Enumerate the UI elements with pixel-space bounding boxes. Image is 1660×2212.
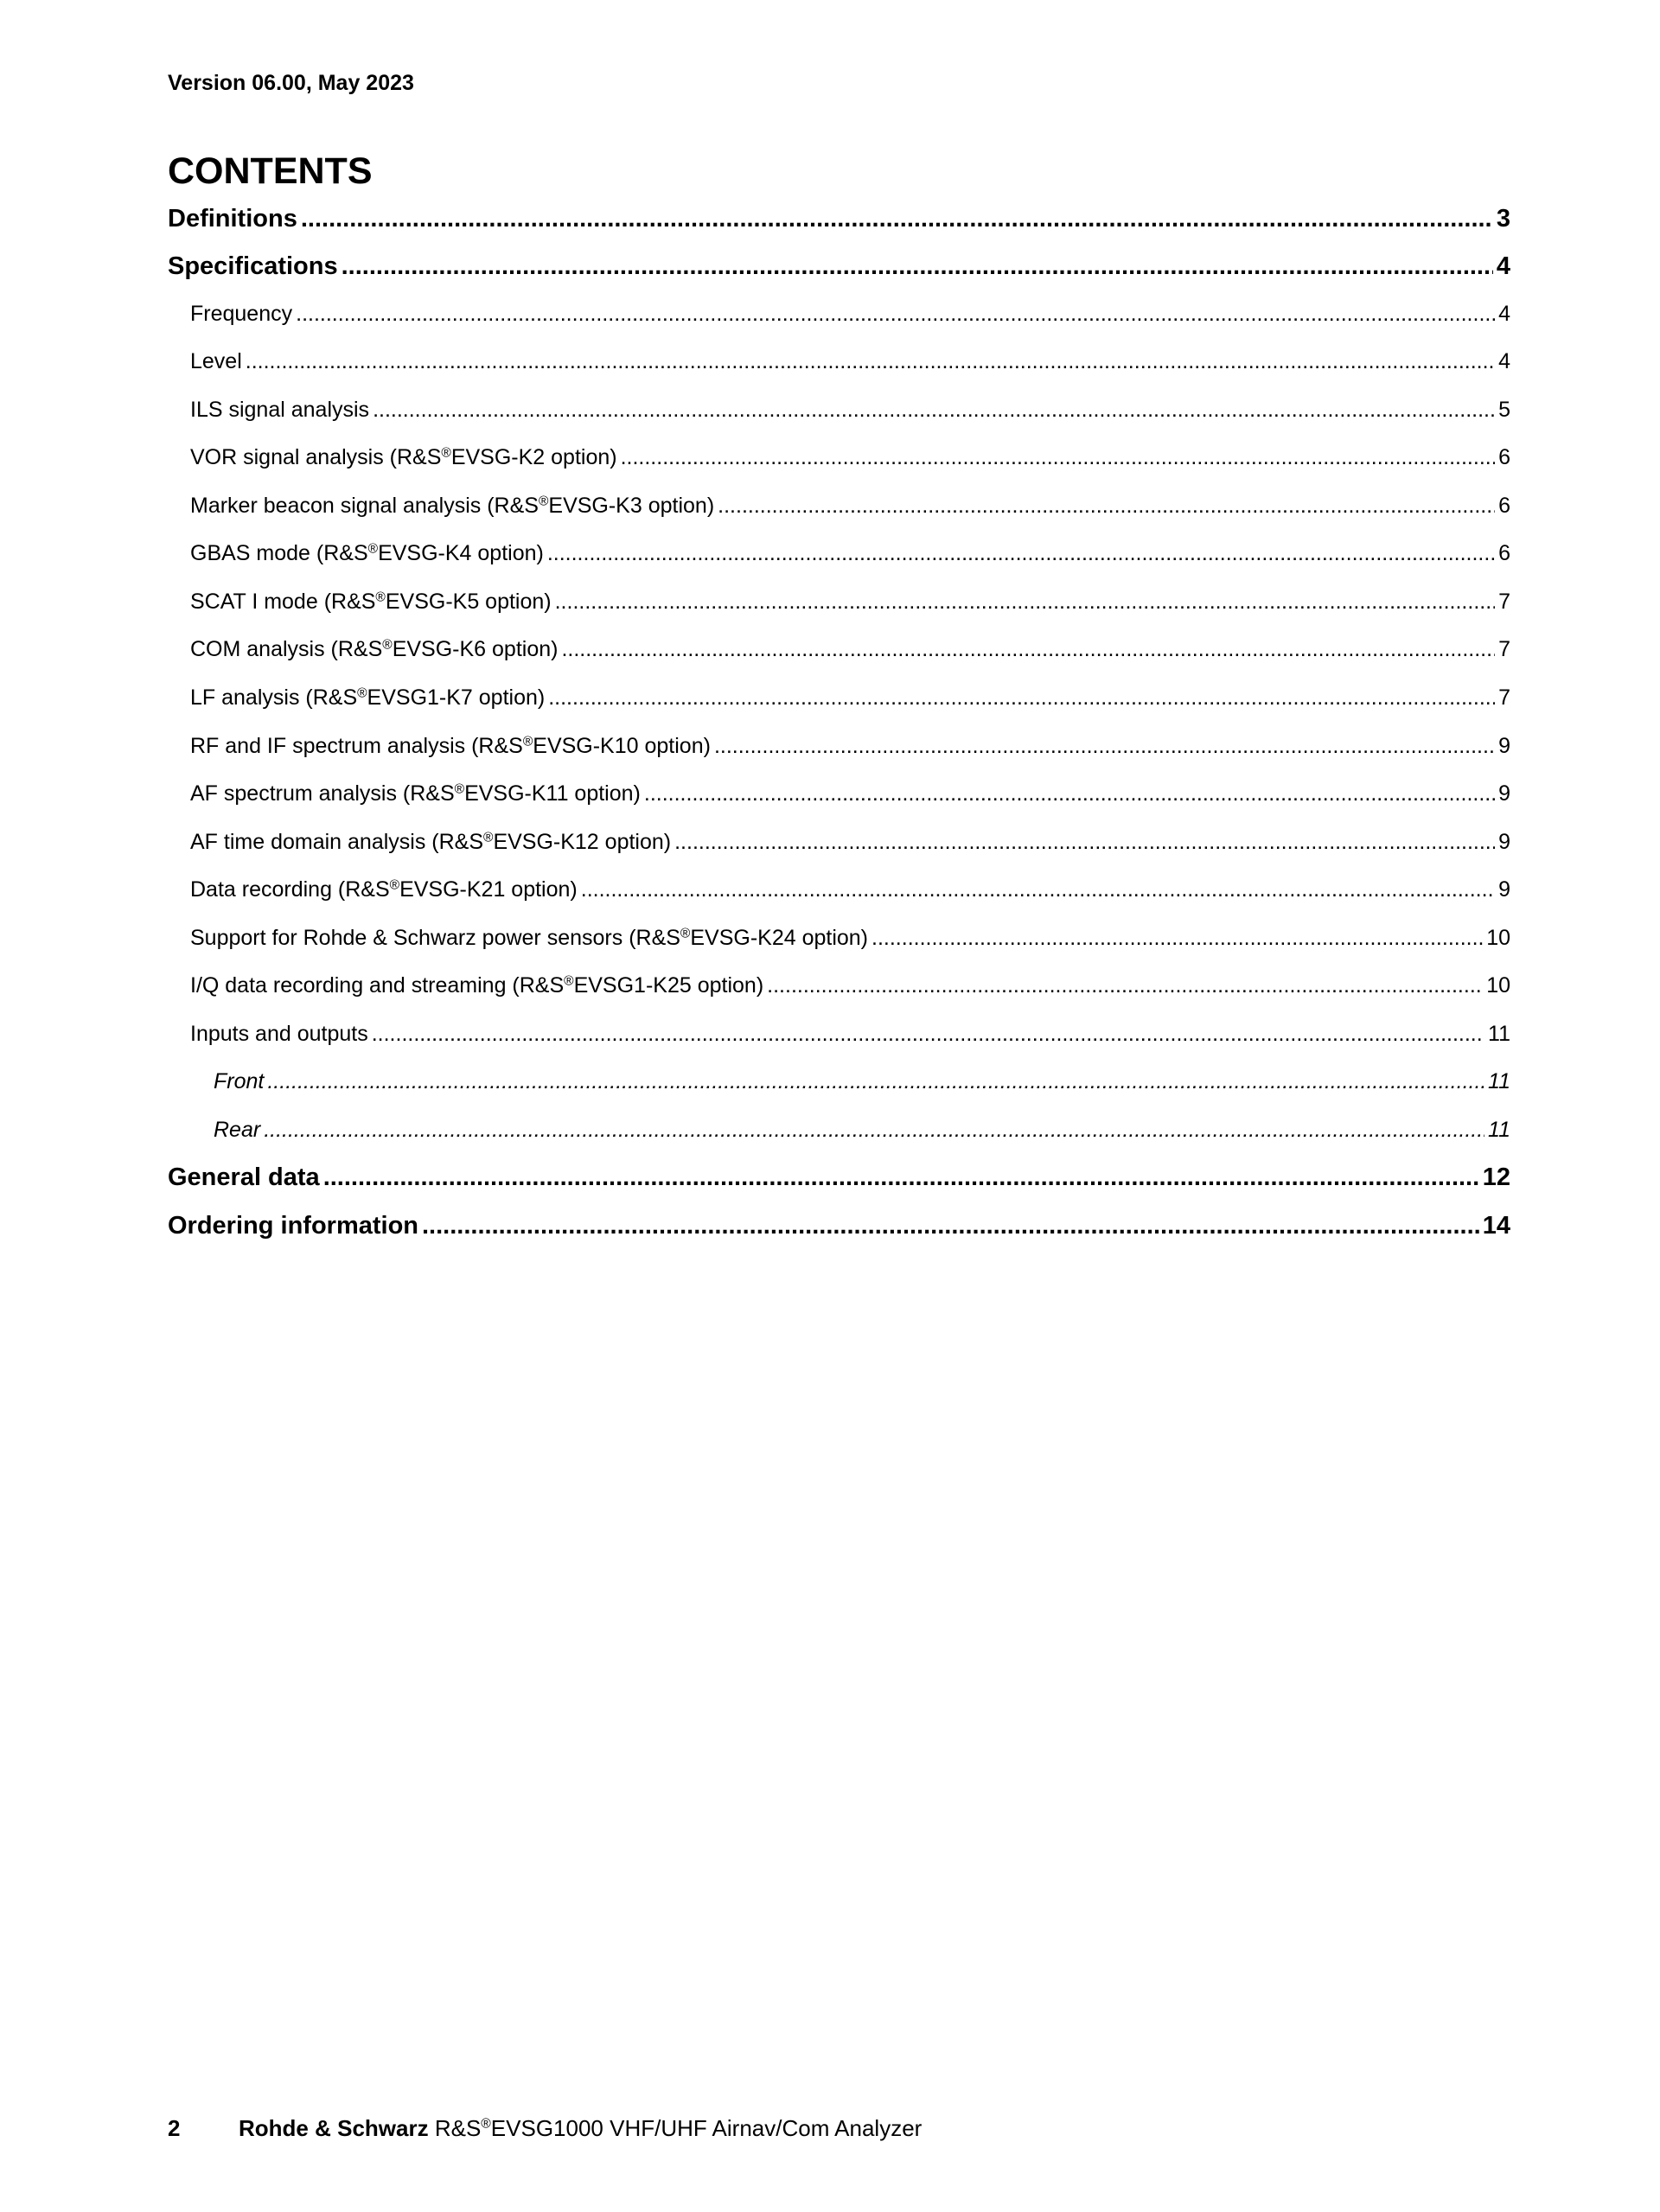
toc-entry-title: Support for Rohde & Schwarz power sensors (R&S®EVSG-K24 option) (190, 926, 869, 950)
toc-entry[interactable] (190, 539, 1510, 568)
registered-mark: ® (454, 781, 465, 797)
toc-entry-title: Frequency (190, 302, 293, 326)
toc-entry-title: Definitions (168, 205, 297, 233)
toc-entry-title: AF spectrum analysis (R&S®EVSG-K11 option) (190, 781, 641, 806)
toc-page-number: 4 (1496, 252, 1510, 280)
toc-entry[interactable] (168, 250, 1510, 283)
toc-entry[interactable] (190, 827, 1510, 857)
toc-entry-title: Level (190, 349, 242, 373)
toc-entry-title: ILS signal analysis (190, 398, 370, 422)
toc-dot-leader (581, 875, 1495, 904)
toc-entry[interactable] (190, 731, 1510, 761)
toc-page-number: 11 (1488, 1022, 1510, 1046)
toc-page-number: 6 (1498, 445, 1510, 469)
registered-mark: ® (375, 590, 386, 605)
toc-entry-title: Marker beacon signal analysis (R&S®EVSG-K3 option) (190, 494, 715, 518)
toc-dot-leader (373, 395, 1495, 424)
footer-brand: Rohde & Schwarz (239, 2115, 429, 2141)
toc-page-number: 4 (1498, 349, 1510, 373)
toc-entry-title: Ordering information (168, 1212, 418, 1240)
toc-dot-leader (267, 1067, 1484, 1096)
toc-dot-leader (714, 731, 1495, 761)
toc-entry[interactable] (190, 875, 1510, 904)
toc-entry[interactable] (190, 634, 1510, 664)
toc-dot-leader (301, 202, 1493, 235)
toc-entry[interactable] (168, 202, 1510, 235)
toc-dot-leader (264, 1115, 1484, 1144)
toc-dot-leader (561, 634, 1495, 664)
toc-entry[interactable] (190, 923, 1510, 953)
registered-mark: ® (522, 734, 533, 749)
toc-entry-title: GBAS mode (R&S®EVSG-K4 option) (190, 541, 544, 565)
registered-mark: ® (441, 445, 451, 461)
toc-page-number: 7 (1498, 637, 1510, 661)
toc-dot-leader (342, 250, 1493, 283)
toc-entry[interactable] (190, 395, 1510, 424)
toc-dot-leader (548, 683, 1495, 712)
footer-product-prefix: R&S (434, 2115, 482, 2141)
toc-dot-leader (621, 443, 1496, 472)
footer-product: EVSG1000 VHF/UHF Airnav/Com Analyzer (490, 2115, 923, 2141)
toc-entry-title: Front (214, 1069, 265, 1093)
toc-entry-title: AF time domain analysis (R&S®EVSG-K12 option) (190, 830, 672, 854)
toc-entry[interactable] (190, 779, 1510, 808)
toc-entry-title: COM analysis (R&S®EVSG-K6 option) (190, 637, 559, 661)
toc-dot-leader (246, 347, 1495, 376)
toc-dot-leader (323, 1161, 1479, 1194)
toc-entry-title: SCAT I mode (R&S®EVSG-K5 option) (190, 590, 552, 614)
toc-entry[interactable] (190, 299, 1510, 328)
toc-dot-leader (674, 827, 1495, 857)
toc-entry[interactable] (190, 491, 1510, 520)
toc-entry[interactable] (190, 971, 1510, 1000)
toc-entry[interactable] (190, 1019, 1510, 1049)
toc-entry-title: Data recording (R&S®EVSG-K21 option) (190, 877, 578, 902)
toc-dot-leader (872, 923, 1483, 953)
registered-mark: ® (382, 637, 393, 653)
footer-registered-mark: ® (481, 2116, 491, 2132)
toc-page-number: 9 (1498, 781, 1510, 806)
toc-page-number: 7 (1498, 685, 1510, 710)
toc-page-number: 5 (1498, 398, 1510, 422)
toc-entry[interactable] (190, 587, 1510, 616)
registered-mark: ® (483, 830, 494, 845)
toc-entry-title: LF analysis (R&S®EVSG1-K7 option) (190, 685, 546, 710)
toc-page-number: 11 (1488, 1069, 1510, 1093)
toc-dot-leader (767, 971, 1483, 1000)
registered-mark: ® (357, 685, 367, 701)
toc-page-number: 9 (1498, 830, 1510, 854)
toc-entry[interactable] (214, 1115, 1510, 1144)
toc-dot-leader (547, 539, 1495, 568)
toc-page-number: 11 (1488, 1118, 1510, 1142)
toc-entry[interactable] (168, 1209, 1510, 1242)
toc-entry-title: VOR signal analysis (R&S®EVSG-K2 option) (190, 445, 617, 469)
toc-page-number: 3 (1496, 205, 1510, 233)
toc-dot-leader (718, 491, 1495, 520)
page-footer (168, 2117, 922, 2139)
toc-page-number: 4 (1498, 302, 1510, 326)
toc-dot-leader (644, 779, 1495, 808)
version-header: Version 06.00, May 2023 (168, 71, 414, 95)
toc-page-number: 14 (1482, 1212, 1510, 1240)
registered-mark: ® (389, 877, 400, 893)
toc-page-number: 10 (1486, 973, 1510, 998)
toc-entry-title: I/Q data recording and streaming (R&S®EVSG1-K25 option) (190, 973, 764, 998)
contents-heading: CONTENTS (168, 150, 373, 192)
registered-mark: ® (680, 926, 691, 941)
toc-entry[interactable] (190, 683, 1510, 712)
registered-mark: ® (367, 541, 379, 557)
toc-entry-title: General data (168, 1163, 320, 1191)
toc-page-number: 10 (1486, 926, 1510, 950)
toc-entry[interactable] (190, 443, 1510, 472)
toc-entry[interactable] (168, 1161, 1510, 1194)
registered-mark: ® (564, 973, 574, 989)
registered-mark: ® (538, 494, 549, 509)
toc-entry-title: Inputs and outputs (190, 1022, 368, 1046)
footer-page-number: 2 (168, 2115, 181, 2141)
toc-page-number: 7 (1498, 590, 1510, 614)
toc-dot-leader (555, 587, 1495, 616)
toc-dot-leader (372, 1019, 1484, 1049)
toc-page-number: 6 (1498, 494, 1510, 518)
toc-page-number: 9 (1498, 877, 1510, 902)
toc-entry-title: Rear (214, 1118, 261, 1142)
toc-page-number: 12 (1482, 1163, 1510, 1191)
toc-entry[interactable] (214, 1067, 1510, 1096)
toc-entry-title: RF and IF spectrum analysis (R&S®EVSG-K10 option) (190, 734, 711, 758)
toc-dot-leader (422, 1209, 1479, 1242)
toc-dot-leader (296, 299, 1495, 328)
toc-page-number: 6 (1498, 541, 1510, 565)
toc-entry[interactable] (190, 347, 1510, 376)
toc-page-number: 9 (1498, 734, 1510, 758)
toc-entry-title: Specifications (168, 252, 338, 280)
